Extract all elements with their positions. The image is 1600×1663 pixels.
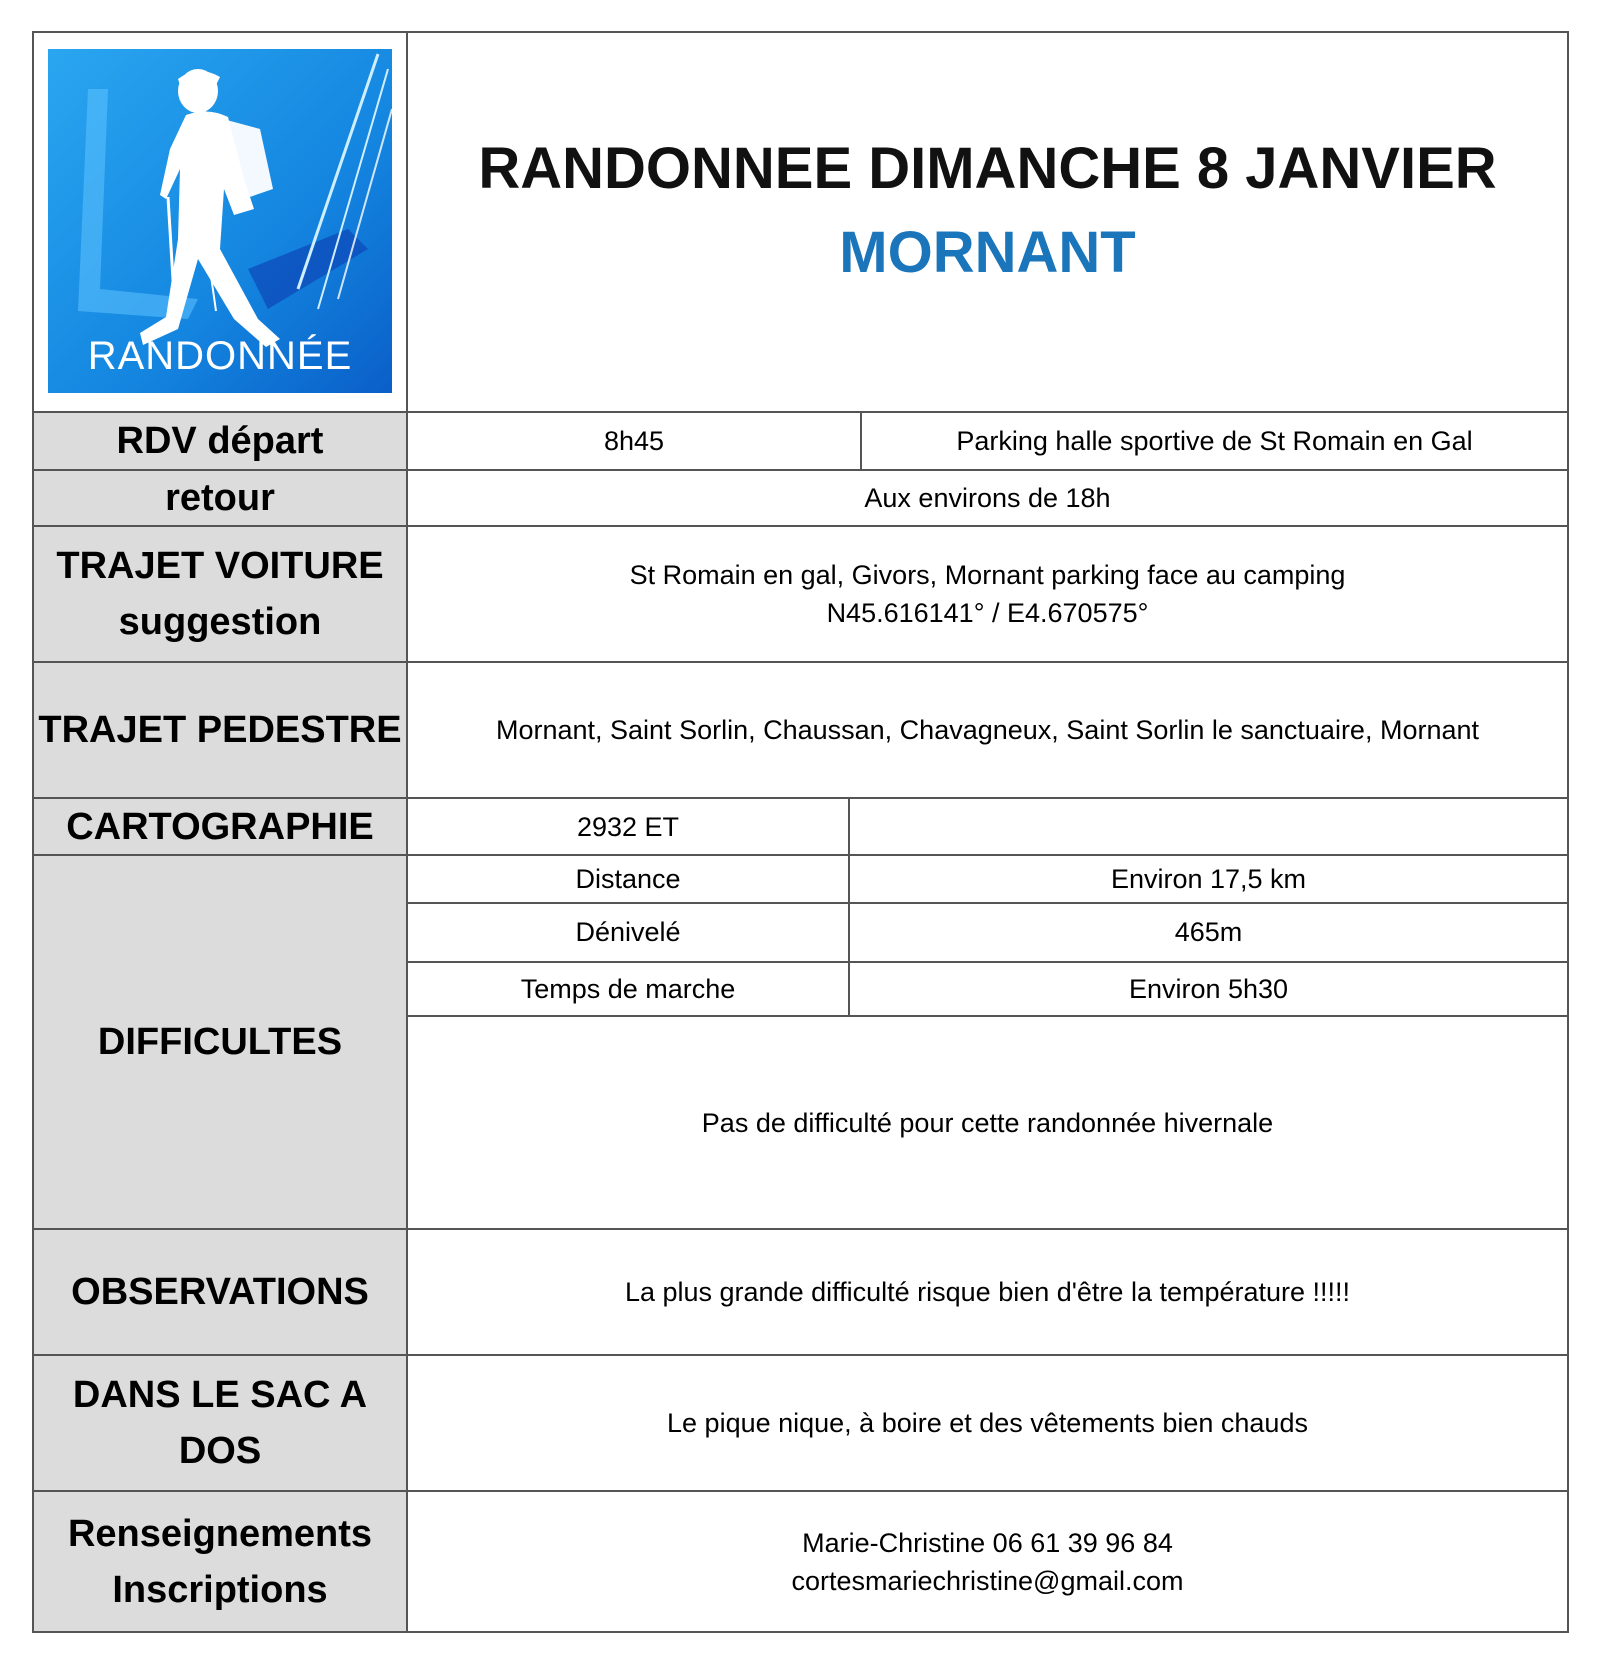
- renseignements-label-line1: Renseignements: [67, 1512, 373, 1555]
- trajet-pedestre-label: TRAJET PEDESTRE: [34, 663, 408, 797]
- sac-label: [34, 1356, 408, 1490]
- trajet-voiture-label-line1: TRAJET VOITURE: [56, 545, 384, 587]
- difficulte-key: Distance: [408, 856, 850, 902]
- trajet-voiture-label-line2: suggestion: [118, 601, 322, 643]
- trajet-pedestre-row: [34, 663, 1567, 799]
- renseignements-label: [34, 1492, 408, 1631]
- difficulte-value: Environ 17,5 km: [1110, 863, 1307, 894]
- trajet-pedestre-value: Mornant, Saint Sorlin, Chaussan, Chavagneux, Saint Sorlin le sanctuaire, Mornant: [495, 715, 1480, 745]
- sac-label-line1: DANS LE SAC A: [72, 1374, 368, 1416]
- sac-row: [34, 1356, 1567, 1492]
- difficulte-key: Temps de marche: [408, 963, 850, 1015]
- event-sheet: [32, 31, 1569, 1633]
- difficultes-row: [34, 856, 1567, 1230]
- cartographie-extra: [850, 799, 1567, 854]
- page-title: RANDONNEE DIMANCHE 8 JANVIER: [478, 136, 1497, 201]
- renseignements-value: [408, 1492, 1567, 1631]
- rdv-place: Parking halle sportive de St Romain en Gal: [956, 426, 1473, 456]
- cartographie-label: CARTOGRAPHIE: [34, 799, 408, 854]
- trajet-voiture-line1: St Romain en gal, Givors, Mornant parking face au camping: [629, 560, 1346, 590]
- trajet-voiture-label: [34, 527, 408, 661]
- contact-email[interactable]: cortesmariechristine@gmail.com: [791, 1565, 1184, 1596]
- renseignements-label-line2: Inscriptions: [112, 1568, 328, 1611]
- trajet-voiture-row: [34, 527, 1567, 663]
- difficulte-key: Dénivelé: [408, 904, 850, 961]
- difficulte-item: [408, 904, 1567, 963]
- difficulte-item: [408, 963, 1567, 1017]
- observations-label: OBSERVATIONS: [34, 1230, 408, 1354]
- observations-row: [34, 1230, 1567, 1356]
- difficultes-note: Pas de difficulté pour cette randonnée hivernale: [701, 1107, 1274, 1138]
- difficulte-item: [408, 856, 1567, 904]
- cartographie-value: 2932 ET: [408, 799, 850, 854]
- trajet-voiture-value: [408, 527, 1567, 661]
- rdv-row: [34, 413, 1567, 471]
- sac-value: Le pique nique, à boire et des vêtements bien chauds: [667, 1408, 1308, 1438]
- hiker-icon: [48, 49, 392, 393]
- logo-text: RANDONNÉE: [87, 334, 353, 378]
- header-row: [34, 33, 1567, 413]
- renseignements-row: [34, 1492, 1567, 1631]
- title-cell: [408, 33, 1567, 411]
- rdv-time: 8h45: [408, 413, 862, 469]
- rdv-label: RDV départ: [34, 413, 408, 469]
- cartographie-row: [34, 799, 1567, 856]
- difficultes-label: DIFFICULTES: [34, 856, 408, 1228]
- contact-phone: Marie-Christine 06 61 39 96 84: [802, 1527, 1173, 1558]
- observations-value: La plus grande difficulté risque bien d'être la température !!!!!: [624, 1277, 1351, 1307]
- sac-label-line2: DOS: [178, 1430, 262, 1472]
- retour-label: retour: [34, 471, 408, 525]
- retour-row: [34, 471, 1567, 527]
- logo-cell: [34, 33, 408, 411]
- difficulte-value: Environ 5h30: [1128, 973, 1289, 1004]
- retour-value: Aux environs de 18h: [864, 483, 1111, 513]
- difficulte-value: 465m: [1174, 917, 1243, 947]
- trajet-voiture-coordinates: N45.616141° / E4.670575°: [826, 598, 1149, 628]
- page-subtitle: MORNANT: [839, 220, 1136, 285]
